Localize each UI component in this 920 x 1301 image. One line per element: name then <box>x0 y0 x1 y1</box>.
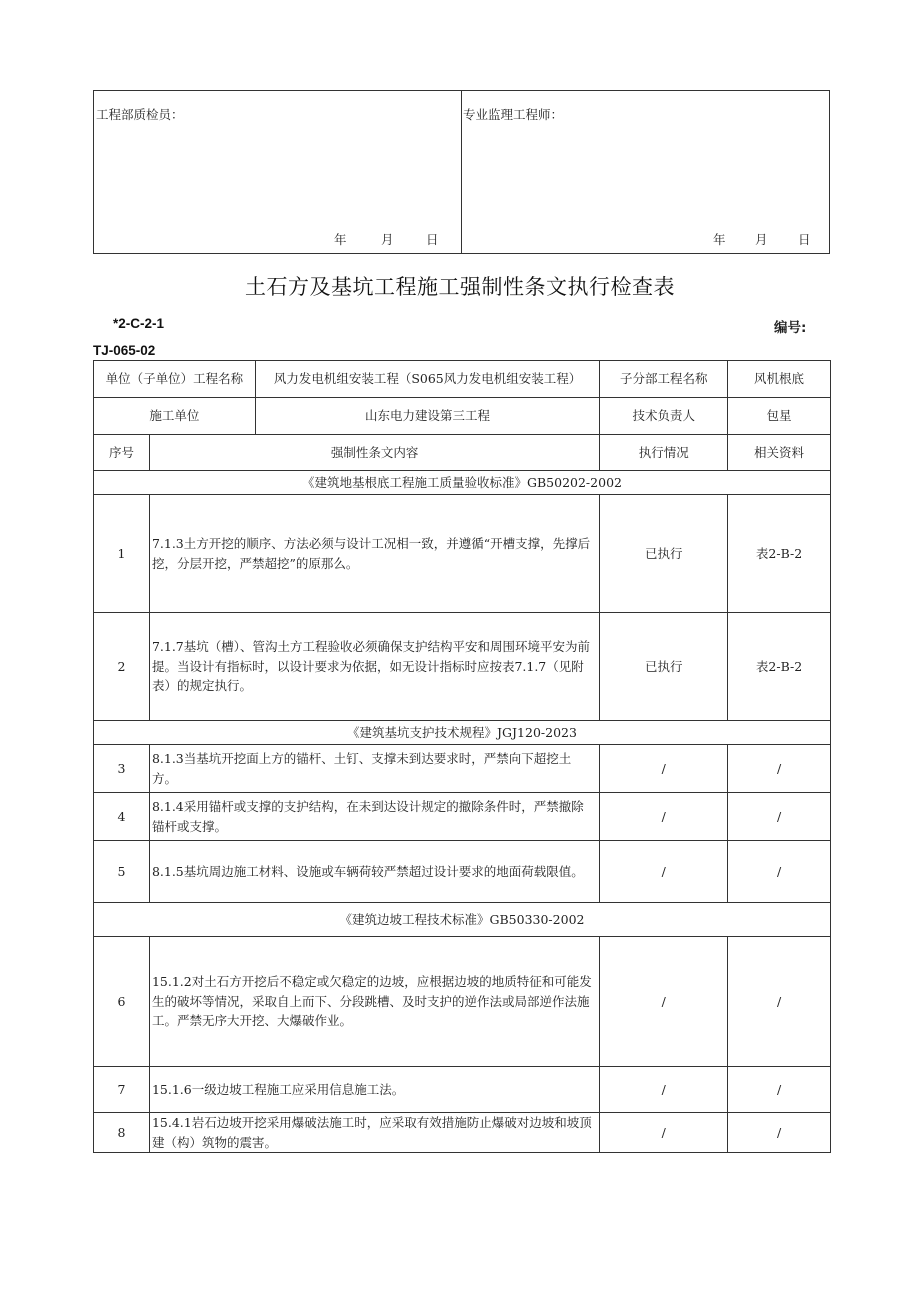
quality-inspector-label: 工程部质检员： <box>96 107 184 122</box>
table-row <box>94 613 831 721</box>
related-documents[interactable]: / <box>728 1113 831 1153</box>
form-code-2: TJ-065-02 <box>93 343 156 358</box>
related-documents[interactable]: 表2-B-2 <box>728 613 831 721</box>
related-documents[interactable]: / <box>728 937 831 1067</box>
form-code-1: *2-C-2-1 <box>113 316 165 331</box>
table-row <box>94 1067 831 1113</box>
col-header-no: 序号 <box>94 435 150 471</box>
inspection-table <box>93 360 831 1153</box>
provision-content: 8.1.4采用锚杆或支撑的支护结构，在未到达设计规定的撤除条件时，严禁撤除锚杆或支撑。 <box>149 793 599 841</box>
unit-project-value[interactable]: 风力发电机组安装工程（S065风力发电机组安装工程） <box>255 361 600 398</box>
signature-table <box>93 90 830 254</box>
provision-content: 8.1.5基坑周边施工材料、设施或车辆荷较严禁超过设计要求的地面荷载限值。 <box>149 841 599 903</box>
execution-status[interactable]: / <box>600 841 728 903</box>
related-documents[interactable]: / <box>728 1067 831 1113</box>
row-number: 5 <box>94 841 150 903</box>
section-row <box>94 903 831 937</box>
row-number: 1 <box>94 495 150 613</box>
col-header-content: 强制性条文内容 <box>149 435 599 471</box>
col-header-docs: 相关资料 <box>728 435 831 471</box>
column-header-row <box>94 435 831 471</box>
section-row <box>94 471 831 495</box>
table-row <box>94 745 831 793</box>
quality-inspector-cell[interactable] <box>94 91 462 254</box>
provision-content: 7.1.7基坑（槽）、管沟土方工程验收必须确保支护结构平安和周围环境平安为前提。当设计有指标时，以设计要求为依据，如无设计指标时应按表7.1.7（见附表）的规定执行。 <box>149 613 599 721</box>
provision-content: 8.1.3当基坑开挖面上方的锚杆、土钉、支撑未到达要求时，严禁向下超挖土方。 <box>149 745 599 793</box>
related-documents[interactable]: / <box>728 745 831 793</box>
row-number: 6 <box>94 937 150 1067</box>
unit-project-label: 单位（子单位）工程名称 <box>94 361 256 398</box>
table-row <box>94 495 831 613</box>
row-number: 8 <box>94 1113 150 1153</box>
row-number: 3 <box>94 745 150 793</box>
header-row-project <box>94 361 831 398</box>
table-row <box>94 793 831 841</box>
sub-project-label: 子分部工程名称 <box>600 361 728 398</box>
execution-status[interactable]: 已执行 <box>600 495 728 613</box>
provision-content: 15.1.2对土石方开挖后不稳定或欠稳定的边坡，应根据边坡的地质特征和可能发生的破坏等情况，采取自上而下、分段跳槽、及时支护的逆作法或局部逆作法施工。严禁无序大开挖、大爆破作业。 <box>149 937 599 1067</box>
related-documents[interactable]: 表2-B-2 <box>728 495 831 613</box>
section-title: 《建筑边坡工程技术标准》GB50330-2002 <box>94 903 831 937</box>
serial-label: 编号: <box>774 320 807 336</box>
contractor-value[interactable]: 山东电力建设第三工程 <box>255 398 600 435</box>
sub-project-value[interactable]: 风机根底 <box>728 361 831 398</box>
provision-content: 7.1.3土方开挖的顺序、方法必须与设计工况相一致，并遵循“开槽支撑，先撑后挖，分层开挖，严禁超挖”的原那么。 <box>149 495 599 613</box>
execution-status[interactable]: / <box>600 1067 728 1113</box>
related-documents[interactable]: / <box>728 841 831 903</box>
row-number: 7 <box>94 1067 150 1113</box>
related-documents[interactable]: / <box>728 793 831 841</box>
execution-status[interactable]: / <box>600 937 728 1067</box>
section-title: 《建筑地基根底工程施工质量验收标准》GB50202-2002 <box>94 471 831 495</box>
inspector-date: 年 月 日 <box>334 231 439 247</box>
execution-status[interactable]: / <box>600 1113 728 1153</box>
supervisor-date: 年 月 日 <box>713 231 811 247</box>
col-header-status: 执行情况 <box>600 435 728 471</box>
section-title: 《建筑基坑支护技术规程》JGJ120-2023 <box>94 721 831 745</box>
execution-status[interactable]: 已执行 <box>600 613 728 721</box>
provision-content: 15.4.1岩石边坡开挖采用爆破法施工时，应采取有效措施防止爆破对边坡和坡顶建（构）筑物的震害。 <box>149 1113 599 1153</box>
row-number: 4 <box>94 793 150 841</box>
table-row <box>94 1113 831 1153</box>
execution-status[interactable]: / <box>600 745 728 793</box>
supervisor-label: 专业监理工程师： <box>463 107 564 122</box>
row-number: 2 <box>94 613 150 721</box>
contractor-label: 施工单位 <box>94 398 256 435</box>
execution-status[interactable]: / <box>600 793 728 841</box>
table-row <box>94 841 831 903</box>
section-row <box>94 721 831 745</box>
tech-lead-value[interactable]: 包星 <box>728 398 831 435</box>
page-title: 土石方及基坑工程施工强制性条文执行检查表 <box>245 275 675 299</box>
tech-lead-label: 技术负责人 <box>600 398 728 435</box>
supervisor-cell[interactable] <box>462 91 830 254</box>
provision-content: 15.1.6一级边坡工程施工应采用信息施工法。 <box>149 1067 599 1113</box>
table-row <box>94 937 831 1067</box>
header-row-contractor <box>94 398 831 435</box>
